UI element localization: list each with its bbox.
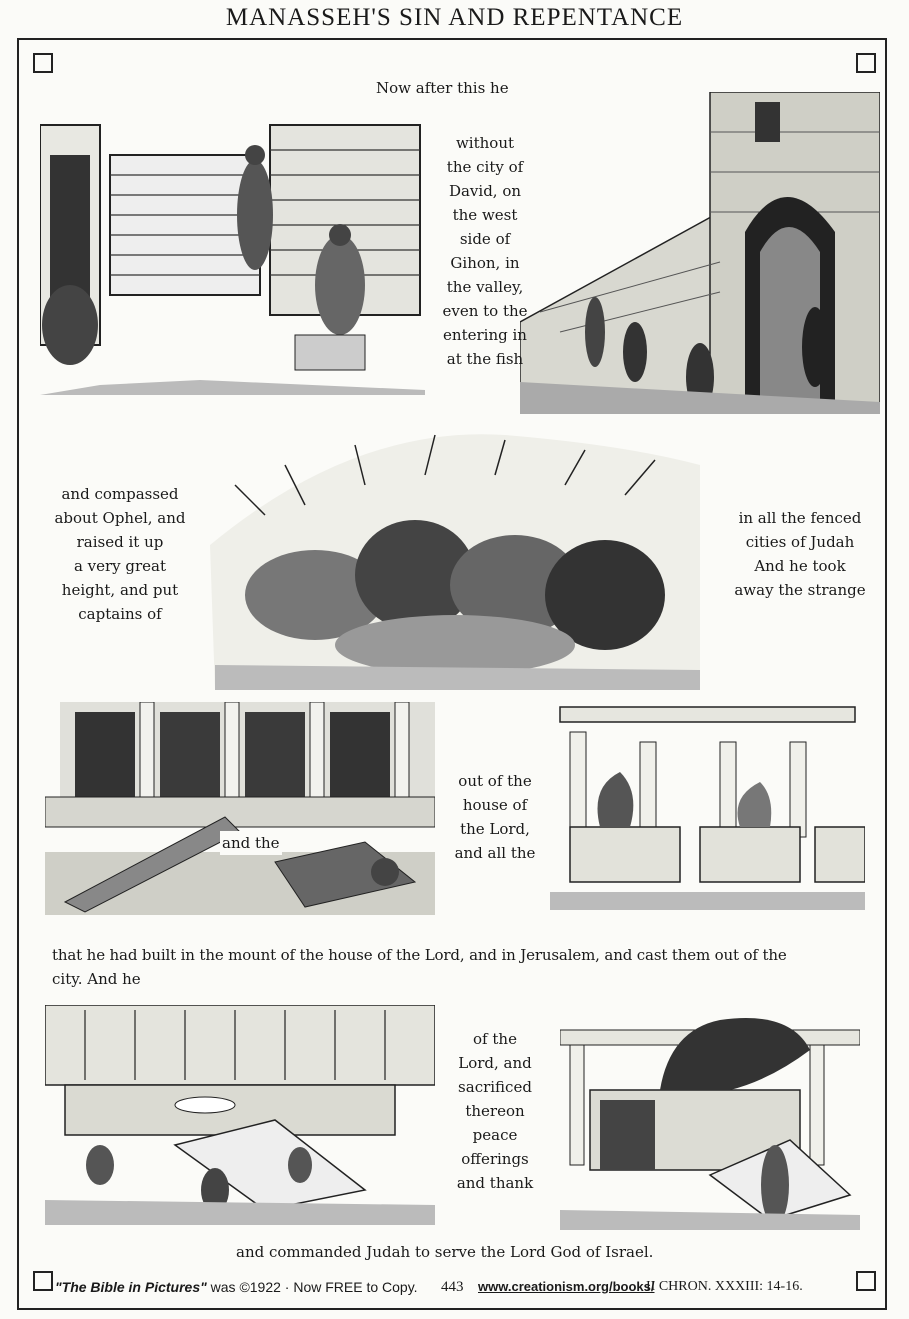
text-block-8 [440, 1027, 550, 1195]
text-line: away the strange [734, 581, 866, 599]
text-line: height, and put [61, 581, 179, 599]
text-line: out of the [458, 772, 532, 790]
text-block-3 [35, 482, 205, 626]
text-line: peace [472, 1126, 518, 1144]
text-line: cities of Judah [745, 533, 855, 551]
text-line: And he took [754, 557, 846, 575]
text-line: in all the fenced [738, 509, 862, 527]
text-block-4 [715, 506, 885, 602]
text-line: entering in [443, 326, 527, 344]
footer-scripture-reference: II CHRON. XXXIII: 14-16. [646, 1279, 803, 1294]
corner-ornament-top-right [856, 53, 876, 73]
footer-url-link[interactable]: www.creationism.org/books/ [478, 1279, 655, 1294]
text-line: David, on [448, 182, 522, 200]
text-line: offerings [461, 1150, 529, 1168]
text-line: Gihon, in [450, 254, 520, 272]
text-line: thereon [465, 1102, 525, 1120]
page-title: MANASSEH'S SIN AND REPENTANCE [225, 4, 684, 31]
text-block-5 [220, 831, 282, 855]
corner-ornament-top-left [33, 53, 53, 73]
text-block-1 [376, 76, 509, 100]
illustration-city-wall-gate [520, 92, 880, 414]
text-line: house of [462, 796, 528, 814]
text-block-7 [52, 943, 872, 991]
illustration-broken-idols [45, 702, 435, 915]
text-line: about Ophel, and [54, 509, 186, 527]
text-line: captains of [78, 605, 162, 623]
text-line: of the [473, 1030, 517, 1048]
illustration-workers-building-wall [40, 95, 425, 395]
text-line: city. And he [52, 970, 141, 988]
text-line: sacrificed [458, 1078, 532, 1096]
corner-ornament-bottom-left [33, 1271, 53, 1291]
text-line: without [455, 134, 515, 152]
text-line: Now after this he [376, 79, 509, 97]
text-line: and all the [454, 844, 536, 862]
text-line: and thank [456, 1174, 534, 1192]
text-line: side of [459, 230, 511, 248]
text-line: even to the [442, 302, 528, 320]
text-line: and compassed [61, 485, 179, 503]
text-line: and the [222, 834, 280, 852]
illustration-altar-sacrifice [560, 1010, 860, 1230]
text-line: at the fish [446, 350, 524, 368]
text-line: the Lord, [460, 820, 530, 838]
footer-copyright [55, 1279, 418, 1295]
footer-page-number: 443 [441, 1279, 464, 1295]
text-line: raised it up [76, 533, 164, 551]
text-block-6 [440, 769, 550, 865]
text-line: the west [452, 206, 518, 224]
text-block-2 [420, 131, 550, 371]
illustration-altar-repair [45, 1005, 435, 1225]
text-line: the city of [446, 158, 524, 176]
illustration-altars-in-court [550, 697, 865, 910]
text-line: the valley, [446, 278, 524, 296]
text-line: Lord, and [458, 1054, 532, 1072]
illustration-battle-scene [205, 425, 705, 690]
text-block-9 [236, 1240, 653, 1264]
text-line: that he had built in the mount of the house of the Lord, and in Jerusalem, and cast them out of the [52, 946, 787, 964]
text-line: and commanded Judah to serve the Lord God of Israel. [236, 1243, 654, 1261]
footer-copyright-text: was ©1922 · Now FREE to Copy. [206, 1279, 418, 1295]
corner-ornament-bottom-right [856, 1271, 876, 1291]
footer-book-title: "The Bible in Pictures" [55, 1279, 207, 1295]
text-line: a very great [73, 557, 167, 575]
